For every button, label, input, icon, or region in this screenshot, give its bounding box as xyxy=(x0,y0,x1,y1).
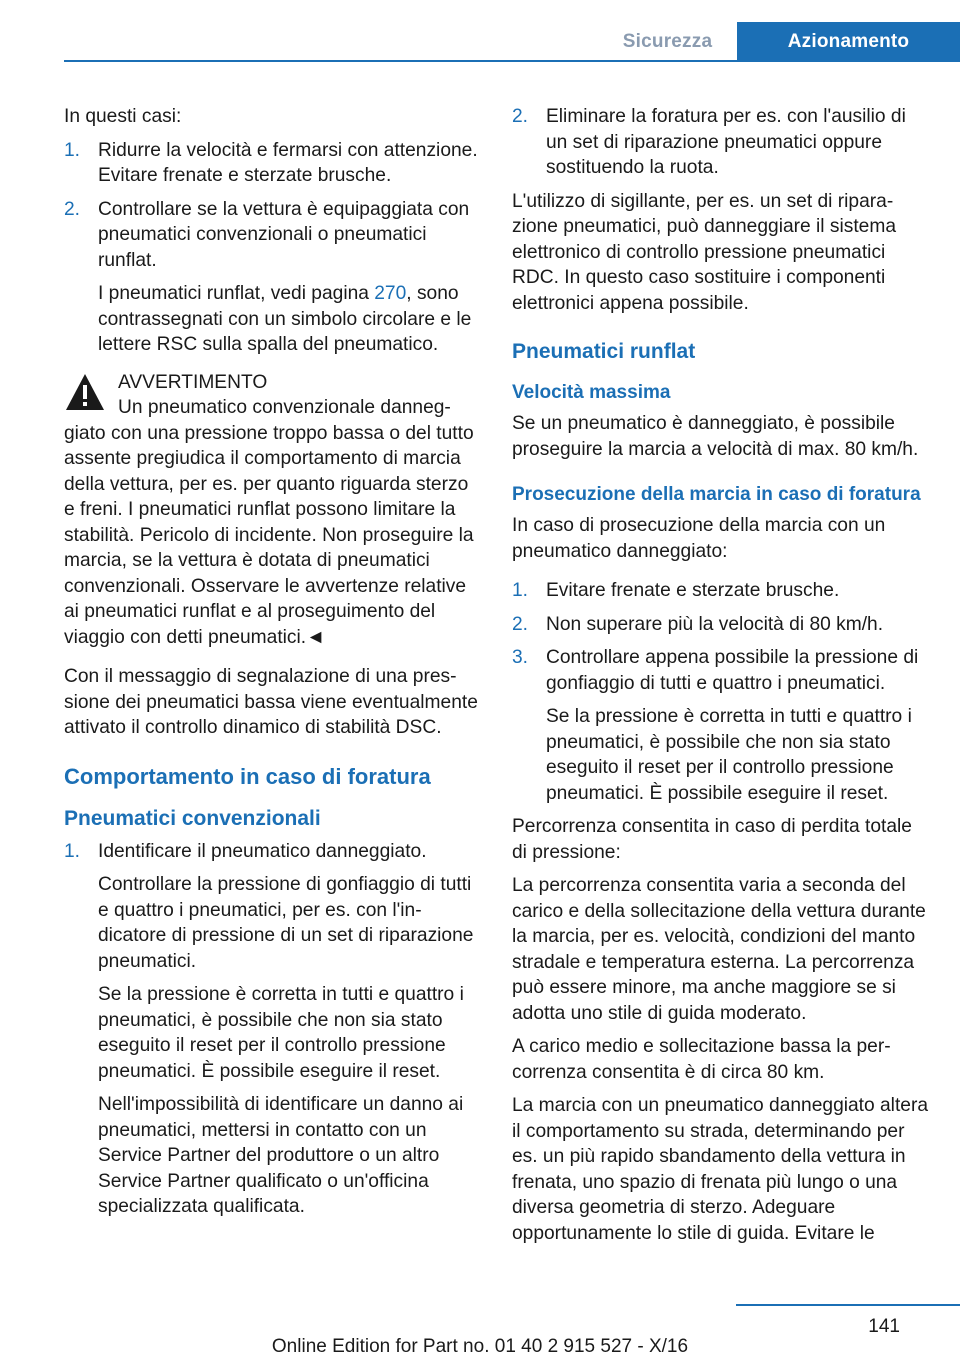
list-item xyxy=(512,645,932,806)
list-item-text: Ridurre la velocità e fermarsi con attenzione. Evitare frenate e sterzate brusche. xyxy=(98,139,478,186)
list-number: 2. xyxy=(512,613,529,635)
header-rule xyxy=(64,60,960,62)
speed-paragraph: Se un pneumatico è danneggiato, è possibile proseguire la marcia a velocità di max. 80 km/h. xyxy=(512,413,919,460)
list-number: 1. xyxy=(64,139,81,161)
runflat-text-after: , sono contrassegnati con un simbolo circolare e le lettere RSC sulla spalla del pneumatico. xyxy=(98,283,472,355)
subsection-heading: Pneumatici convenzionali xyxy=(64,806,321,830)
dsc-paragraph: Con il messaggio di segnalazione di una pressione dei pneumatici bassa viene eventualmente attivato il controllo dinamico di stabilità DSC. xyxy=(64,666,478,738)
edition-footer: Online Edition for Part no. 01 40 2 915 527 - X/16 xyxy=(271,1336,689,1357)
list-number: 3. xyxy=(512,647,529,668)
list-item-text: Controllare se la vettura è equipaggiata con pneumatici convenzionali o pneumatici runflat. xyxy=(98,198,470,271)
list-number: 2. xyxy=(512,106,529,127)
tab-sicurezza[interactable]: Sicurezza xyxy=(622,31,713,52)
continue-intro: In caso di prosecuzione della marcia con un pneumatico danneggiato: xyxy=(512,515,886,562)
continued-steps-list xyxy=(512,104,932,181)
left-column xyxy=(64,104,482,1228)
warning-text: Un pneumatico convenzionale danneggiato con una pressione troppo bassa o del tutto assente pregiudica il comportamento di marcia della vettura, per es. per quanto riguarda sterzo e freni. I pneumatici runflat possono limitare la stabilità. Pericolo di incidente. Non proseguire la marcia, se la vettura è dotata di pneumatici convenzionali. Osservare le avvertenze relative ai pneumatici runflat e al proseguimento del viaggio con detti pneumatici.◄ xyxy=(64,397,474,648)
subsection-heading: Pneumatici runflat xyxy=(512,340,696,363)
list-item-text: Eliminare la foratura per es. con l'ausilio di un set di riparazione pneumatici oppure sostituendo la ruota. xyxy=(546,106,906,178)
topic-heading: Prosecuzione della marcia in caso di foratura xyxy=(512,484,921,505)
average-paragraph: A carico medio e sollecitazione bassa la percorrenza consentita è di circa 80 km. xyxy=(512,1036,891,1083)
warning-triangle-icon xyxy=(64,372,106,412)
step-subparagraph: Nell'impossibilità di identificare un danno ai pneumatici, mettersi in contatto con un Service Partner del produttore o un altro Service Partner qualificato o un'officina specializzata qualificata. xyxy=(98,1094,464,1217)
topic-heading: Velocità massima xyxy=(512,382,671,403)
list-item xyxy=(64,197,482,358)
list-item xyxy=(512,104,932,181)
right-column xyxy=(512,104,932,1254)
list-item xyxy=(64,839,482,1220)
intro-text: In questi casi: xyxy=(64,106,182,127)
footer-rule xyxy=(736,1304,960,1306)
list-item xyxy=(64,138,482,189)
sealant-paragraph: L'utilizzo di sigillante, per es. un set di riparazione pneumatici, può danneggiare il sistema elettronico di controllo pressione pneumatici RDC. In questo caso sostituire i componenti elettronici appena possibile. xyxy=(512,190,896,314)
list-item xyxy=(512,578,932,604)
section-heading: Comportamento in caso di foratura xyxy=(64,763,431,789)
step-subparagraph: Se la pressione è corretta in tutti e quattro i pneumatici, è possibile che non sia stato eseguito il reset per il controllo pressione pneumatici. È possibile eseguire il reset. xyxy=(546,706,912,804)
list-number: 1. xyxy=(64,840,81,862)
list-item-text: Controllare appena possibile la pressione di gonfiaggio di tutti e quattro i pneumatici. xyxy=(546,647,919,694)
list-item xyxy=(512,612,932,638)
conventional-steps-list xyxy=(64,839,482,1220)
distance-intro: Percorrenza consentita in caso di perdita totale di pressione: xyxy=(512,816,912,863)
runflat-text-before: I pneumatici runflat, vedi pagina xyxy=(98,283,375,304)
runflat-marking-paragraph xyxy=(98,281,482,358)
distance-paragraph: La percorrenza consentita varia a seconda del carico e della sollecitazione della vettura durante la marcia, per es. velocità, condizioni del manto stradale e temperatura esterna. La percorrenza può essere minore, ma anche maggiore se si adotta uno stile di guida moderato. xyxy=(512,875,926,1024)
page-number: 141 xyxy=(868,1316,900,1337)
steps-list xyxy=(64,138,482,358)
list-item-text: Evitare frenate e sterzate brusche. xyxy=(546,580,840,601)
list-item-text: Non superare più la velocità di 80 km/h. xyxy=(546,613,884,635)
step-subparagraph: Se la pressione è corretta in tutti e quattro i pneumatici, è possibile che non sia stato eseguito il reset per il controllo pressione pneumatici. È possibile eseguire il reset. xyxy=(98,984,464,1082)
runflat-steps-list xyxy=(512,578,932,806)
warning-title: AVVERTIMENTO xyxy=(118,371,268,393)
behavior-paragraph: La marcia con un pneumatico danneggiato altera il comportamento su strada, determinando per es. un più rapido sbandamento della vettura in frenata, uno spazio di frenata più lungo o una diversa geometria di sterzo. Adeguare opportunamente lo stile di guida. Evitare le xyxy=(512,1095,929,1244)
step-subparagraph: Controllare la pressione di gonfiaggio di tutti e quattro i pneumatici, per es. con l'indicatore di pressione di un set di riparazione pneumatici. xyxy=(98,874,474,972)
warning-box xyxy=(64,370,482,651)
list-number: 2. xyxy=(64,198,81,220)
tab-azionamento[interactable]: Azionamento xyxy=(737,22,960,62)
page-link[interactable]: 270 xyxy=(374,283,407,304)
list-number: 1. xyxy=(512,580,529,601)
list-item-text: Identificare il pneumatico danneggiato. xyxy=(98,840,427,862)
